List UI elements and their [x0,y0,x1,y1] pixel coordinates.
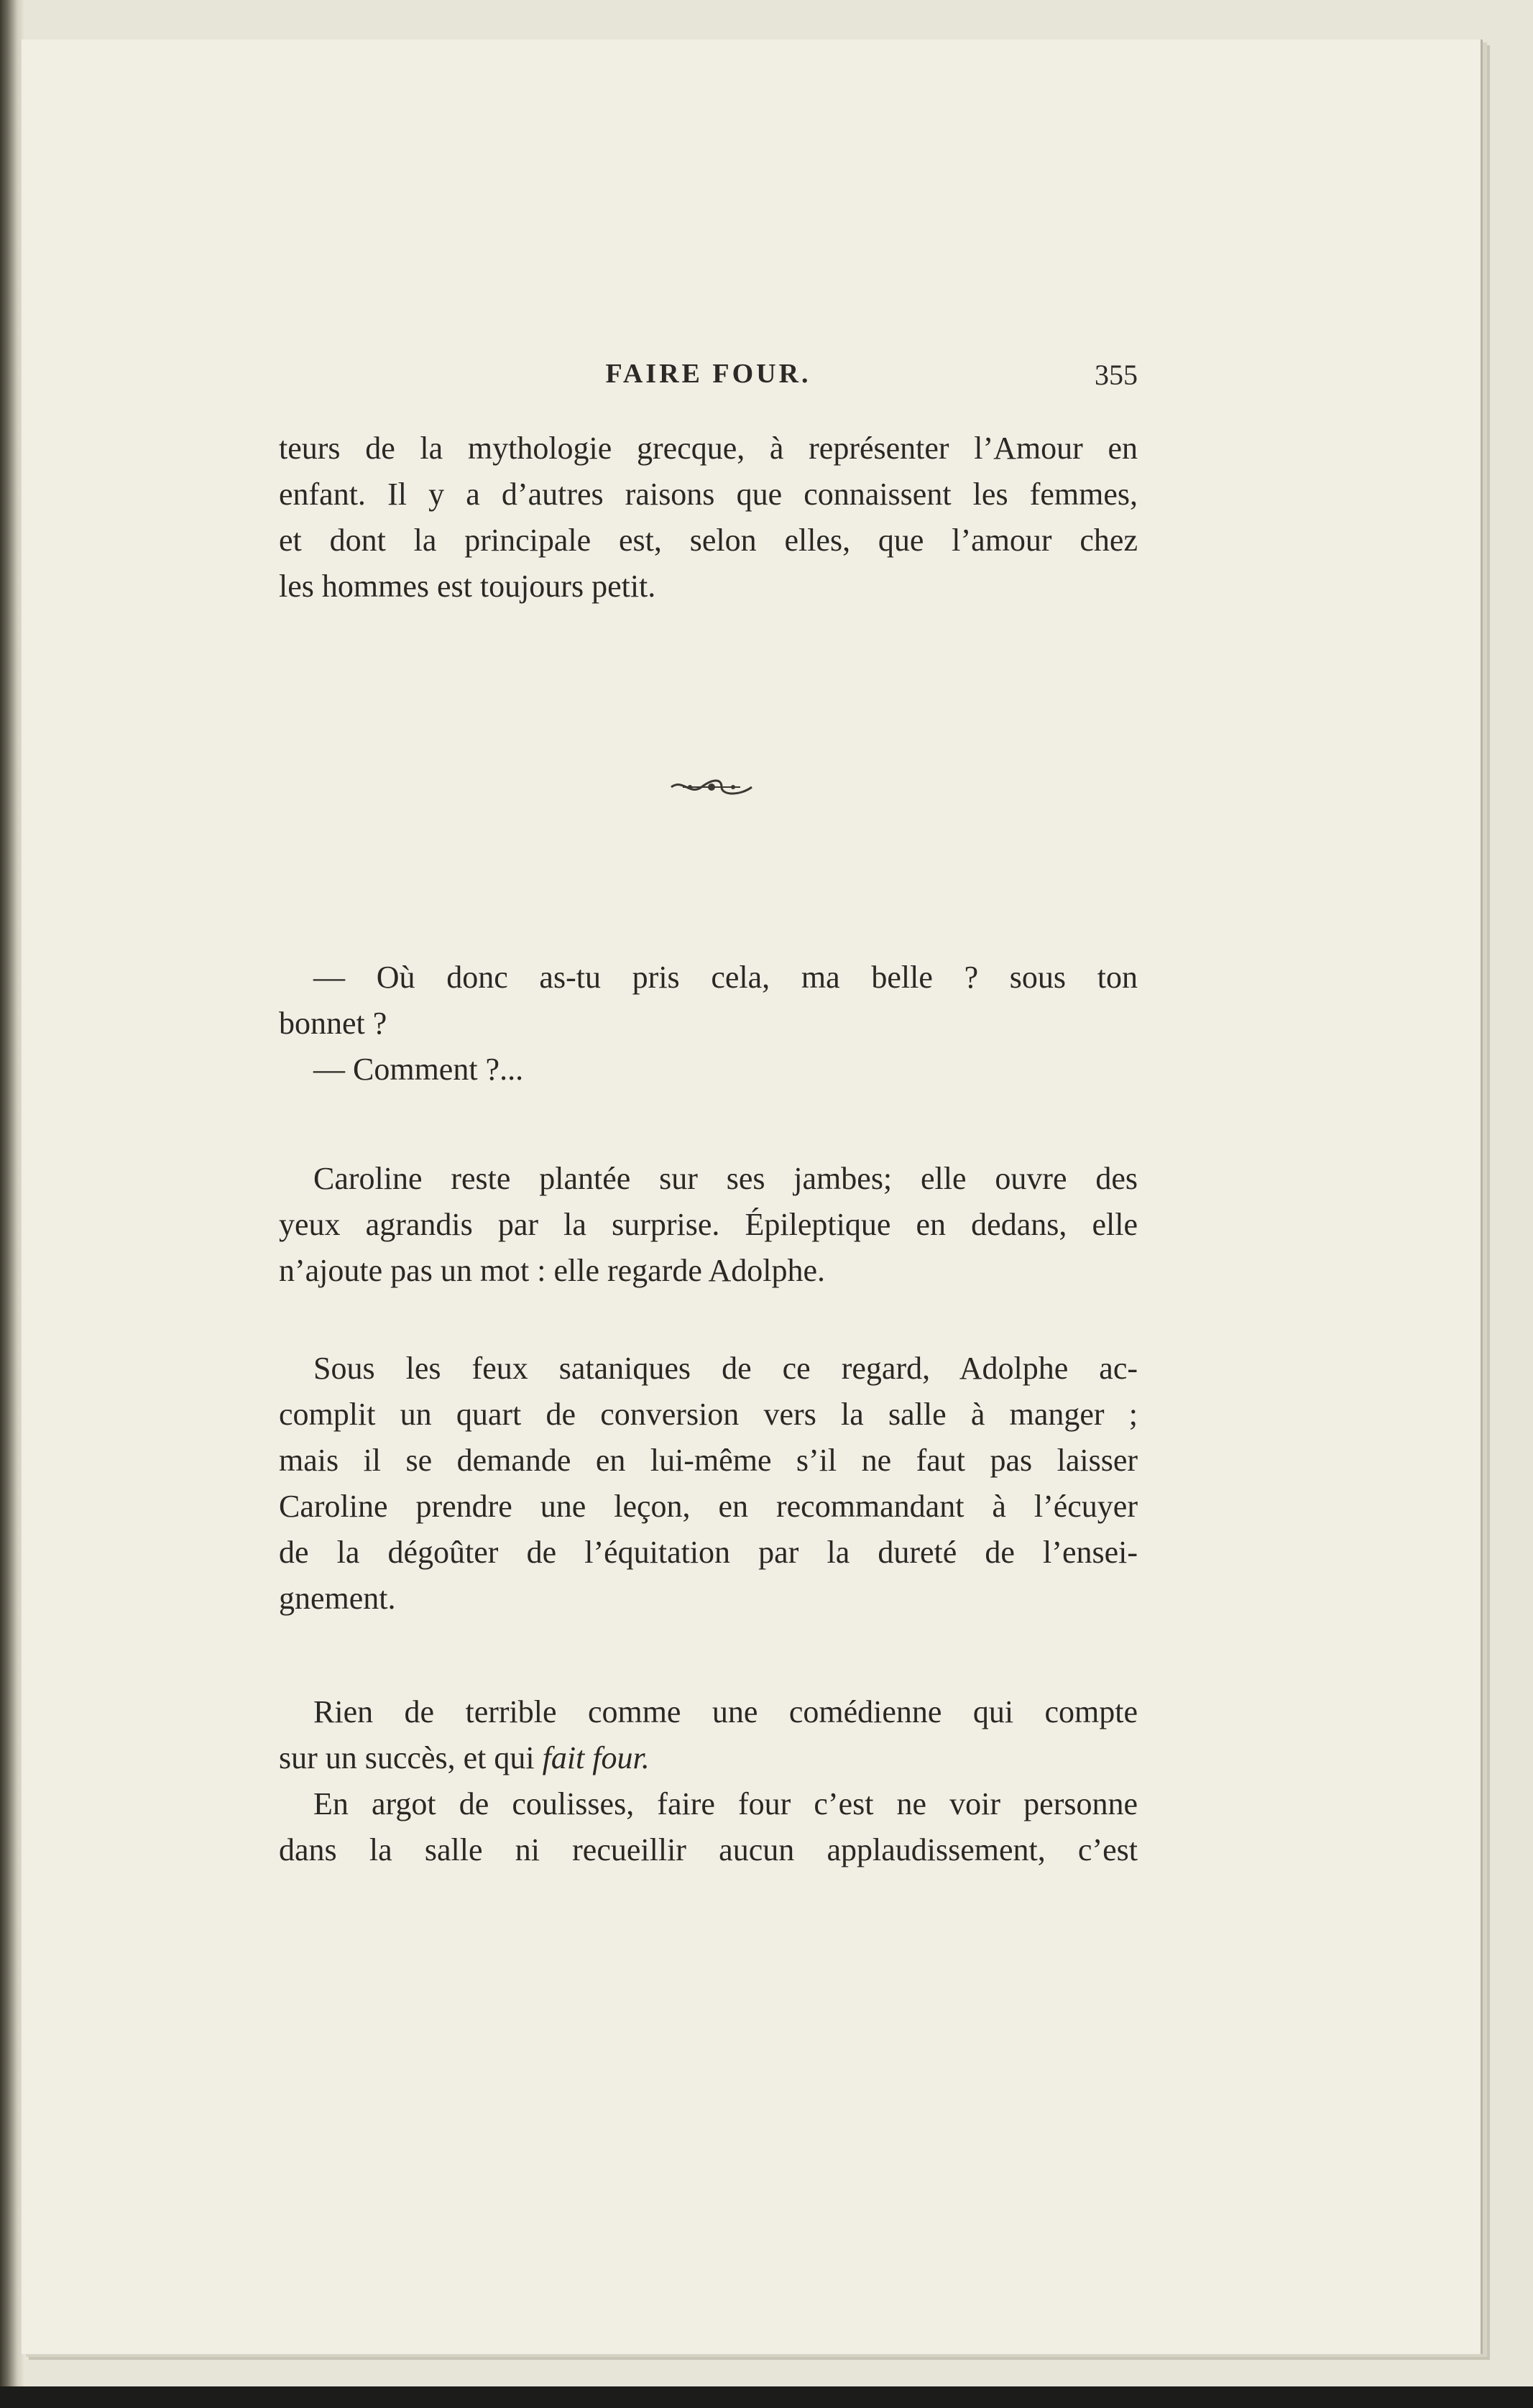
text-line: n’ajoute pas un mot : elle regarde Adolphe. [279,1253,825,1288]
paragraph-rien [279,1689,1138,1781]
paragraph-adolphe [279,1346,1138,1622]
page-number: 355 [1095,359,1138,391]
running-title: FAIRE FOUR. [605,359,811,389]
dialogue-block [279,955,1138,1093]
text-line: — Où donc as-tu pris cela, ma belle ? sous ton [313,960,1138,995]
text-line [279,1735,1138,1781]
text-line: En argot de coulisses, faire four c’est ne voir personne [313,1786,1138,1821]
text-line: Caroline prendre une leçon, en recommandant à l’écuyer [279,1489,1138,1524]
text-line: enfant. Il y a d’autres raisons que connaissent les femmes, [279,477,1138,512]
italic-term: fait four. [542,1740,650,1775]
section-divider-ornament [668,773,755,801]
text-line: — Comment ?... [313,1052,524,1087]
text-line: bonnet ? [279,1006,387,1041]
text-line: Rien de terrible comme une comédienne qui compte [313,1694,1138,1729]
page-header [279,352,1138,403]
text-line: yeux agrandis par la surprise. Épileptique en dedans, elle [279,1207,1138,1242]
text-line: Sous les feux sataniques de ce regard, Adolphe ac- [313,1351,1138,1386]
scan-bottom-edge [0,2386,1533,2408]
book-spine-shadow [0,0,24,2408]
text-line: teurs de la mythologie grecque, à représenter l’Amour en [279,431,1138,466]
paragraph-continued [279,426,1138,610]
paragraph-caroline [279,1156,1138,1294]
paragraph-argot [279,1781,1138,1873]
text-line: mais il se demande en lui-même s’il ne faut pas laisser [279,1443,1138,1478]
text-line: de la dégoûter de l’équitation par la dureté de l’ensei- [279,1535,1138,1570]
text-span: sur un succès, et qui [279,1740,535,1775]
text-line: Caroline reste plantée sur ses jambes; elle ouvre des [313,1161,1138,1196]
text-line: dans la salle ni recueillir aucun applaudissement, c’est [279,1832,1138,1867]
text-line: les hommes est toujours petit. [279,569,656,604]
text-line: et dont la principale est, selon elles, que l’amour chez [279,523,1138,558]
text-line: complit un quart de conversion vers la salle à manger ; [279,1397,1138,1432]
text-line: gnement. [279,1581,396,1616]
